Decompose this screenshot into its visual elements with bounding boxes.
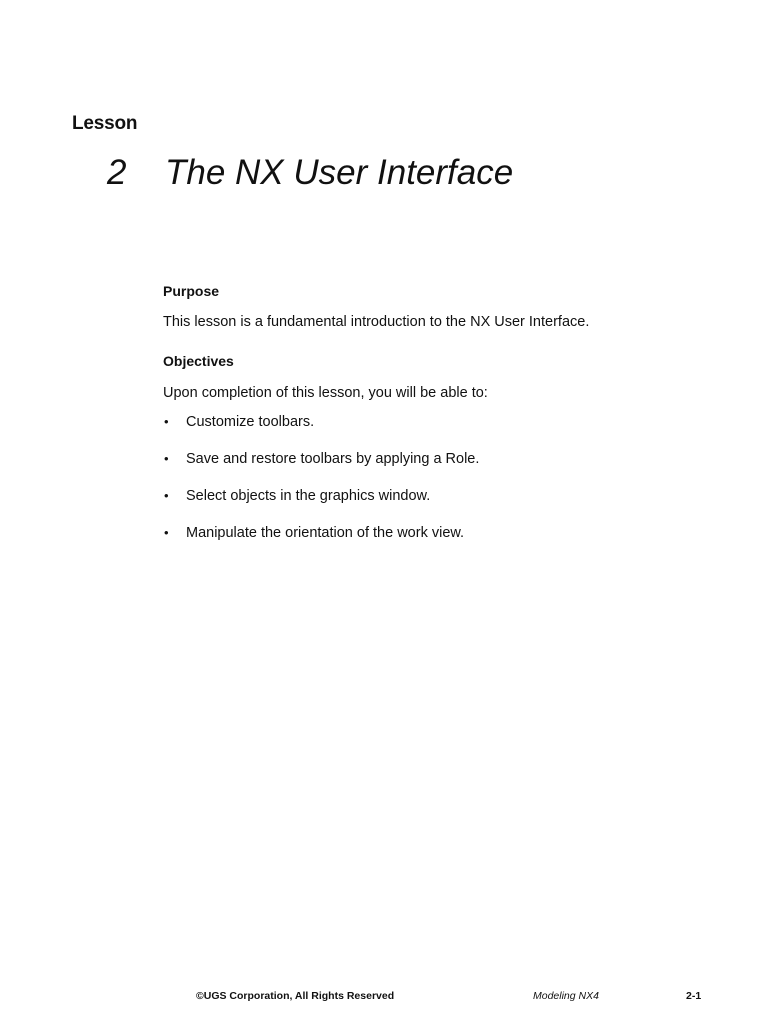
page-number: 2-1 [686,990,702,1002]
objective-text: Save and restore toolbars by applying a Role. [186,451,480,467]
purpose-heading: Purpose [163,283,220,299]
manual-title: Modeling NX4 [533,990,599,1002]
objective-text: Manipulate the orientation of the work view. [186,525,465,541]
copyright-notice: ©UGS Corporation, All Rights Reserved [196,990,395,1002]
chapter-title: The NX User Interface [165,153,514,192]
lesson-label: Lesson [72,113,138,134]
purpose-text: This lesson is a fundamental introduction to the NX User Interface. [163,314,590,330]
lesson-content [163,281,683,560]
objectives-heading: Objectives [163,353,234,369]
objectives-list [163,412,683,543]
bullet-icon: • [164,451,169,466]
bullet-icon: • [164,525,169,540]
chapter-heading [107,150,513,196]
chapter-number: 2 [107,153,127,192]
bullet-icon: • [164,488,169,503]
objectives-intro: Upon completion of this lesson, you will be able to: [163,385,488,401]
objective-item [163,486,683,506]
bullet-icon: • [164,414,169,429]
page-footer [0,988,768,1006]
objective-item [163,449,683,469]
objective-text: Customize toolbars. [186,414,315,430]
objective-text: Select objects in the graphics window. [186,488,431,504]
objective-item [163,412,683,432]
objective-item [163,523,683,543]
